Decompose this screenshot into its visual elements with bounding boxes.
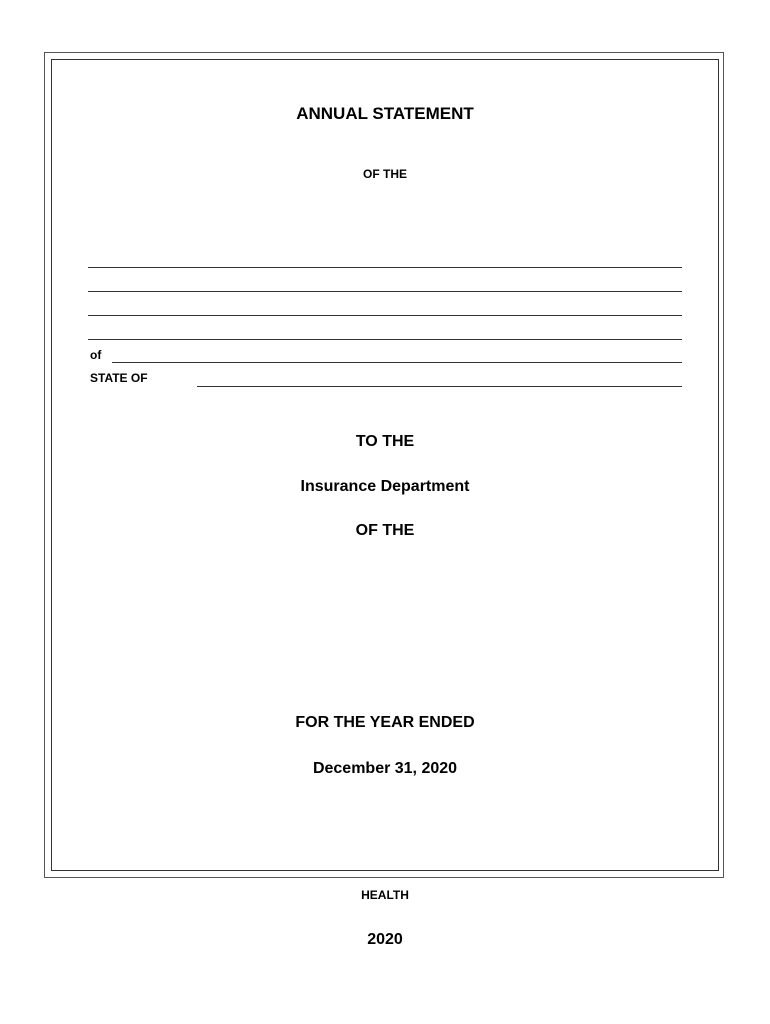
statement-year: 2020: [367, 931, 403, 948]
statement-type: HEALTH: [361, 888, 409, 902]
year-ended-heading: FOR THE YEAR ENDED: [295, 714, 475, 731]
of-the-subheading: OF THE: [363, 167, 407, 181]
company-name-line-1[interactable]: [88, 267, 682, 268]
company-name-line-2[interactable]: [88, 291, 682, 292]
to-the-heading: TO THE: [355, 433, 415, 450]
of-location-line[interactable]: [112, 362, 682, 363]
company-name-line-3[interactable]: [88, 315, 682, 316]
year-ended-date: December 31, 2020: [312, 760, 458, 777]
state-line[interactable]: [197, 386, 682, 387]
company-name-line-4[interactable]: [88, 339, 682, 340]
statement-title: ANNUAL STATEMENT: [296, 104, 474, 123]
of-label: of: [90, 348, 102, 362]
insurance-department-heading: Insurance Department: [300, 478, 470, 495]
state-of-label: STATE OF: [90, 371, 148, 385]
of-the-heading: OF THE: [355, 522, 415, 539]
